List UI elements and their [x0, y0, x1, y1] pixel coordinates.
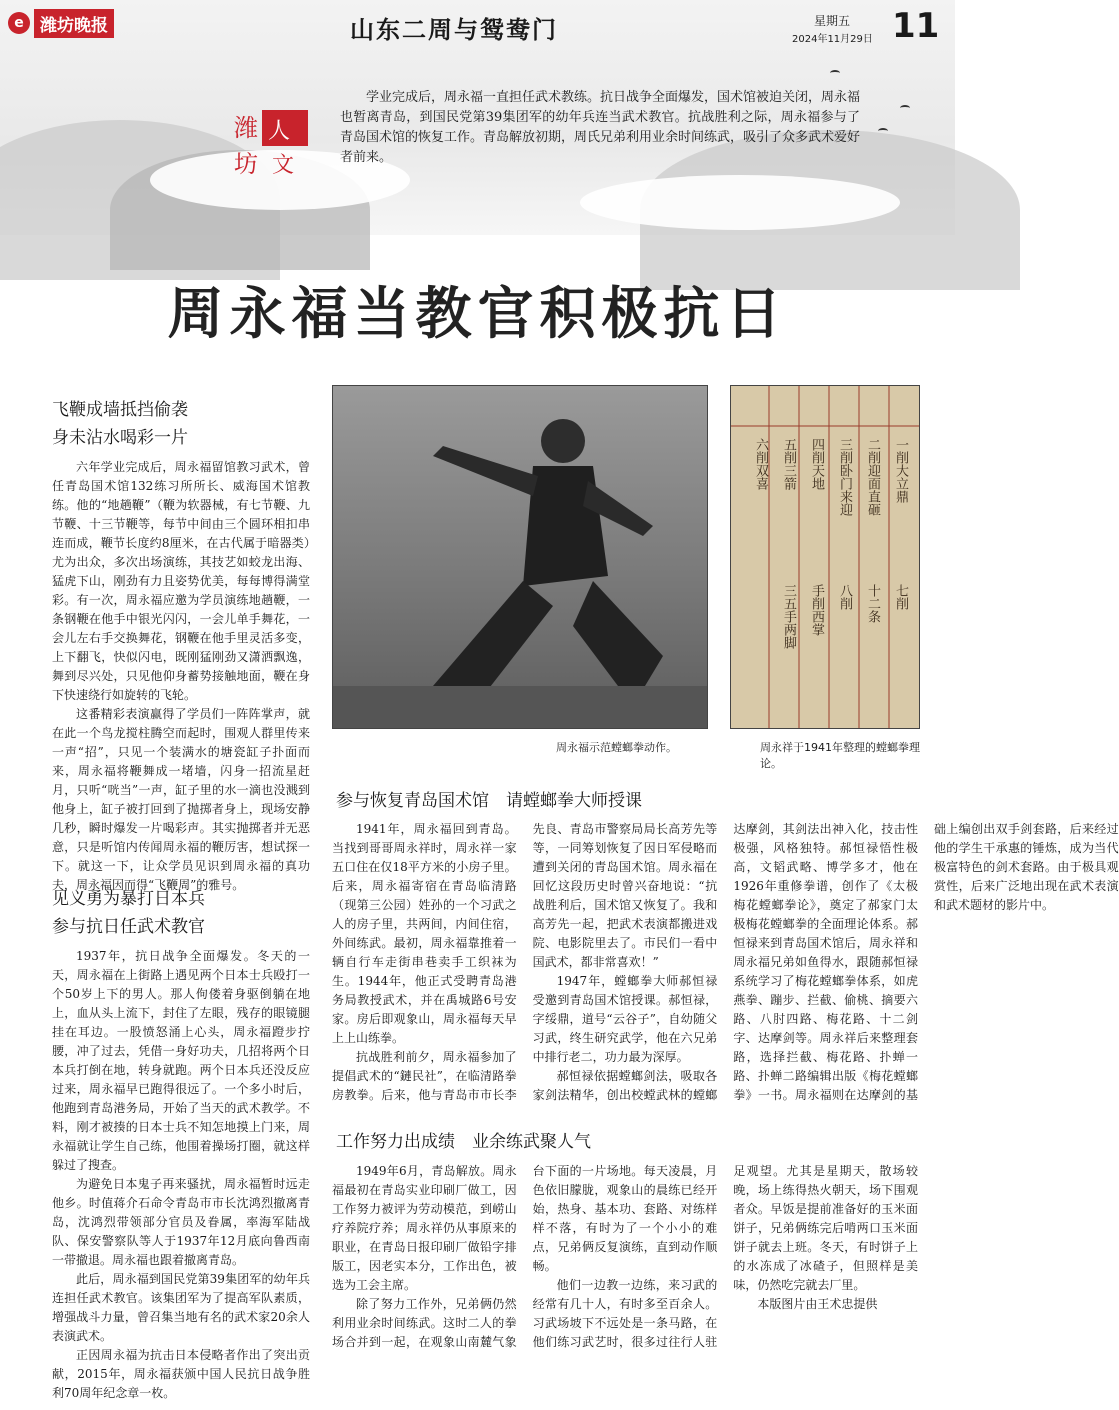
- section-1-title-line-2: 身未沾水喝彩一片: [52, 428, 188, 448]
- manuscript-line: 六削双喜: [753, 438, 768, 490]
- paragraph: 1947年，螳螂拳大师郝恒禄受邀到青岛国术馆授课。郝恒禄，字绥鼎，道号“云谷子”，自幼随父习武，终生研究武学，他在六兄弟中排行老二，功力最为深厚。: [532, 974, 718, 1064]
- column-name-1: 潍: [234, 114, 258, 142]
- manuscript-line: 五削三箭: [781, 438, 796, 490]
- paragraph: 他们一边教一边练，来习武的经常有几十人，有时多至百余人。习武场坡下不远处是一条马路，在他们练习武艺时，很多过往行人驻足观望。尤其是星期天，散场较晚，场上练得热火朝天，场下围观者众。早饭是提前准备好的玉米面饼子，兄弟俩练完后啃两口玉米面饼子就去上班。冬天，有时饼子上的水冻成了冰碴子，但照样是美味，仍然吃完就去厂里。: [532, 1164, 918, 1349]
- photo-credit: 本版图片由王术忠提供: [757, 1297, 878, 1311]
- paragraph: 1941年，周永福回到青岛。当找到哥哥周永祥时，周永祥一家五口住在仅18平方米的小房子里。后来，周永福寄宿在青岛临清路（现第三公园）姓孙的一个习武之人的房子里，共两间，内间住宿，外间练武。最初，周永福靠推着一辆自行车走街串巷卖手工织袜为生。1944年，他正式受聘青岛港务局教授武术，并在禹城路6号安家。房后即观象山，周永福每天早上上山练拳。: [332, 822, 517, 1045]
- bird-art: [830, 70, 840, 76]
- section-2: [52, 885, 310, 1403]
- headline: 周永福当教官积极抗日: [167, 282, 788, 347]
- section-4-title: 工作努力出成绩 业余练武聚人气: [336, 1132, 591, 1152]
- figure-silhouette: [333, 386, 707, 728]
- page-number: 11: [892, 6, 940, 46]
- photo-martial-artist: [332, 385, 708, 729]
- paragraph: 郝恒禄依据螳螂剑法，吸取各家剑法精华，创出校螳武林的螳螂达摩剑，其剑法出神入化，技击性极强，风格独特。郝恒禄悟性极高，文韬武略、博学多才，他在1926年重修拳谱，创作了《太极梅花螳螂拳论》，奠定了郝家门太极梅花螳螂拳的全面理论体系。郝恒禄来到青岛国术馆后，周永祥和周永福兄弟如鱼得水，跟随郝恒禄系统学习了梅花螳螂拳体系，如虎燕拳、蹦步、拦截、偷桃、摘要六路、八肘四路、梅花路、十二剑字、达摩剑等。周永祥后来整理套路，选择拦截、梅花路、扑蝉一路、扑蝉二路编辑出版《梅花螳螂拳》一书。周永福则在达摩剑的基础上编创出双手剑套路，后来经过他的学生干承惠的锤炼，成为当代极富特色的剑术套路。由于极具观赏性，后来广泛地出现在武术表演和武术题材的影片中。: [532, 822, 1119, 1102]
- manuscript-text: [731, 434, 919, 724]
- paragraph: 除了努力工作外，兄弟俩仍然利用业余时间练武。这时二人的拳场合并到一起，在观象山南麓气象台下面的一片场地。每天凌晨，月色依旧朦胧，观象山的晨练已经开始，热身、基本功、套路、对练样样不落，有时为了一个小小的难点，兄弟俩反复演练，直到动作顺畅。: [332, 1164, 718, 1349]
- paragraph: 1949年6月，青岛解放。周永福最初在青岛实业印刷厂做工，因工作努力被评为劳动模范，到崂山疗养院疗养；周永祥仍从事原来的职业，在青岛日报印刷厂做铅字排版工，因老实本分，工作出色，被选为工会主席。: [332, 1164, 517, 1292]
- photo-manuscript: [730, 385, 920, 729]
- column-name-1: 坊: [234, 150, 258, 178]
- manuscript-line: 二削迎面直砸: [865, 438, 880, 516]
- bird-art: [878, 128, 888, 134]
- section-2-title: [52, 885, 310, 941]
- logo-mark: e: [8, 12, 30, 34]
- section-1-title: [52, 396, 310, 452]
- section-title: 山东二周与鸳鸯门: [350, 16, 558, 44]
- paragraph: 抗战胜利前夕，周永福参加了提倡武术的“鏈民社”，在临清路拳房教拳。后来，他与青岛市市长李先良、青岛市警察局局长高芳先等等，一同筹划恢复了因日军侵略而遭到关闭的青岛国术馆。周永福在回忆这段历史时曾兴奋地说：“抗战胜利后，国术馆又恢复了。我和高芳先一起，把武术表演都搬进戏院、电影院里去了。市民们一看中国武术，都非常喜欢！”: [332, 822, 718, 1102]
- paragraph: 六年学业完成后，周永福留馆教习武术，曾任青岛国术馆132练习所所长、威海国术馆教练。他的“地趟鞭”（鞭为软器械，有七节鞭、九节鞭、十三节鞭等，每节中间由三个圆环相扣串连而成，鞭节长度约8厘米，在古代属于暗器类）尤为出众，多次出场演练，其技艺如蛟龙出海、猛虎下山，刚劲有力且姿势优美，每每博得满堂彩。有一次，周永福应邀为学员演练地趟鞭，一条钢鞭在他手中银光闪闪，一会儿单手舞花，一会儿左右手交换舞花，钢鞭在他手里灵活多变，上下翻飞，快似闪电，既刚猛刚劲又潇洒飘逸，舞到尽兴处，只见他仰身蓄势接触地面，鞭在身下快速绕行如旋转的飞轮。: [52, 460, 310, 702]
- manuscript-line: 三五手两脚: [781, 584, 796, 649]
- manuscript-line: 手削西掌: [809, 584, 824, 636]
- paragraph: 正因周永福为抗击日本侵略者作出了突出贡献，2015年，周永福获颁中国人民抗日战争胜利70周年纪念章一枚。: [52, 1348, 310, 1400]
- manuscript-line: 八削: [837, 584, 852, 610]
- manuscript-line: 十二条: [865, 584, 880, 623]
- section-2-body: [52, 947, 310, 1403]
- intro-paragraph: 学业完成后，周永福一直担任武术教练。抗日战争全面爆发，国术馆被迫关闭，周永福也暂离青岛，到国民党第39集团军的幼年兵连当武术教官。抗战胜利之际，周永福参与了青岛国术馆的恢复工作。青岛解放初期，周氏兄弟利用业余时间练武，吸引了众多武术爱好者前来。: [340, 90, 861, 165]
- issue-date: 2024年11月29日: [792, 34, 873, 45]
- section-4-body: [332, 1162, 918, 1367]
- cloud-art: [580, 175, 900, 230]
- photo-2-caption: 周永祥于1941年整理的螳螂拳理论。: [760, 741, 920, 770]
- column-name-2: 文: [272, 153, 295, 178]
- section-1: [52, 396, 310, 895]
- section-3-body: [332, 820, 1119, 1115]
- section-1-body: [52, 458, 310, 895]
- section-2-title-line-1: 见义勇为暴打日本兵: [52, 889, 205, 909]
- manuscript-line: 三削卧门来迎: [837, 438, 852, 516]
- column-name-2: 人: [268, 119, 291, 144]
- paragraph: 1937年，抗日战争全面爆发。冬天的一天，周永福在上街路上遇见两个日本士兵殴打一个50岁上下的男人。那人佝偻着身驱倒躺在地上，血从头上流下，封住了左眼，残存的眼镜腿挂在耳边。一股愤怒涌上心头，周永福蹬步拧腰，冲了过去，凭借一身好功夫，几招将两个日本兵打倒在地，转身就跑。两个日本兵还没反应过来，周永福早已跑得很远了。一个多小时后，他跑到青岛港务局，开始了当天的武术教学。不料，刚才被揍的日本士兵不知怎地摸上门来，周永福就让学生自己练，他围着操场打圈，就这样躲过了搜查。: [52, 949, 310, 1172]
- manuscript-line: 四削天地: [809, 438, 824, 490]
- section-1-title-line-1: 飞鞭成墙抵挡偷袭: [52, 400, 188, 420]
- section-2-title-line-2: 参与抗日任武术教官: [52, 917, 205, 937]
- manuscript-line: 一削大立鼎: [893, 438, 908, 503]
- paragraph: 为避免日本鬼子再来骚扰，周永福暂时远走他乡。时值蒋介石命令青岛市市长沈鸿烈撤离青岛，沈鸿烈带领部分官员及眷属，率海军陆战队、保安警察队等人于1937年12月底向鲁西南一带撤退。周永福也跟着撤离青岛。: [52, 1177, 310, 1267]
- paragraph: 这番精彩表演赢得了学员们一阵阵掌声，就在此一个鸟龙搅柱腾空而起时，围观人群里传来一声“招”，只见一个装满水的塘瓷缸子扑面而来，周永福将鞭舞成一堵墙，闪身一招流星赶月，只听“咣当”一声，缸子里的水一滴也没溅到他身上，缸子被打回到了抛掷者身上，现场安静几秒，瞬时爆发一片喝彩声。其实抛掷者并无恶意，只是听馆内传闻周永福的鞭厉害，想试探一下。就这一下，让众学员见识到周永福的真功夫，周永福因而得“飞鞭周”的雅号。: [52, 707, 310, 892]
- newspaper-logo: [8, 8, 168, 38]
- photo-1-caption: 周永福示范螳螂拳动作。: [556, 741, 677, 754]
- section-3-title: 参与恢复青岛国术馆 请螳螂拳大师授课: [336, 791, 642, 811]
- weekday: 星期五: [814, 14, 851, 28]
- manuscript-line: 七削: [893, 584, 908, 610]
- bird-art: [900, 105, 910, 111]
- paper-name: 潍坊晚报: [34, 9, 114, 38]
- column-badge: [228, 110, 308, 180]
- paragraph: 此后，周永福到国民党第39集团军的幼年兵连担任武术教官。该集团军为了提高军队素质，增强战斗力量，曾召集当地有名的武术家20余人表演武术。: [52, 1272, 310, 1343]
